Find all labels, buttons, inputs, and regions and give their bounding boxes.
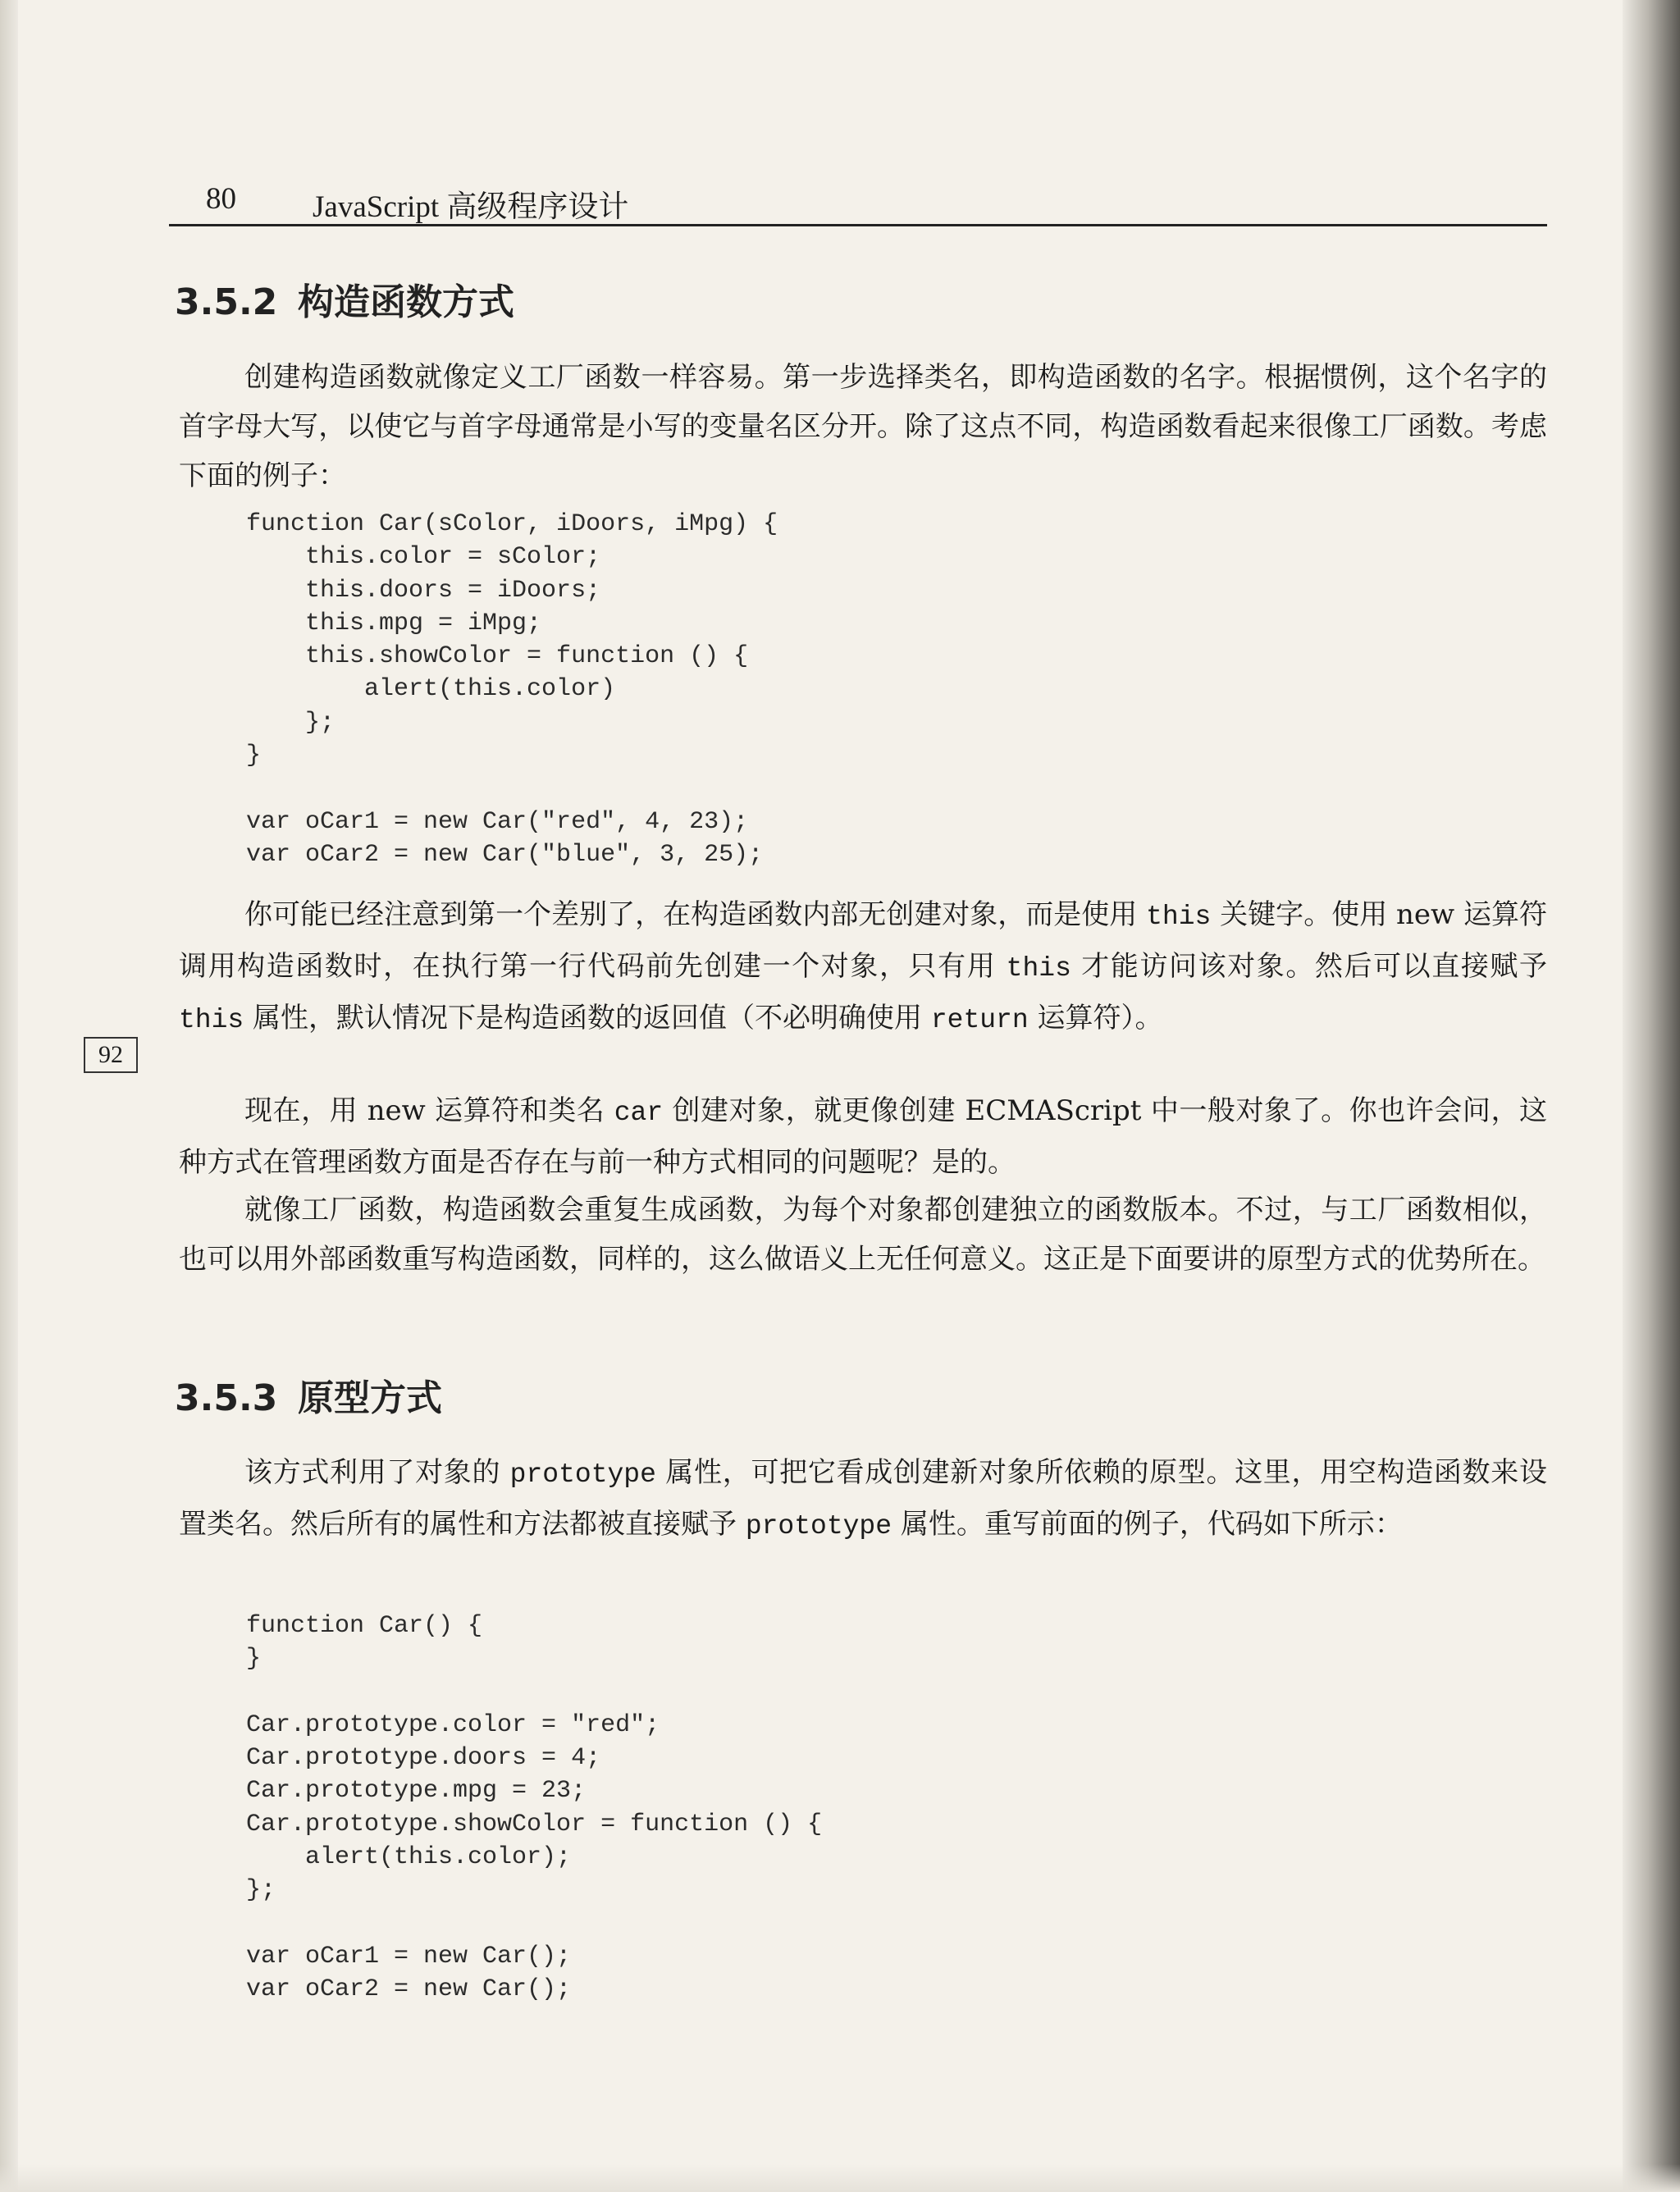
inline-code: return (930, 1005, 1029, 1035)
paragraph-text: 该方式利用了对象的 prototype 属性，可把它看成创建新对象所依赖的原型。这里，用空构造函数来设置类名。然后所有的属性和方法都被直接赋予 prototype 属性。重写前面的例子，代码如下所示： (179, 1456, 1547, 1541)
page-number: 80 (206, 182, 236, 216)
page-edge-left (0, 0, 18, 2192)
margin-page-reference: 92 (84, 1037, 138, 1073)
code-block-constructor: function Car(sColor, iDoors, iMpg) { this.color = sColor; this.doors = iDoors; this.mpg = iMpg; this.showColor = function () { alert(this.color) }; } var oCar1 = new Car("red", 4, 23); var oCar2 = new Car("blue", 3, 25); (246, 510, 778, 869)
code-block-prototype: function Car() { } Car.prototype.color = "red"; Car.prototype.doors = 4; Car.prototype.mpg = 23; Car.prototype.showColor = function () { alert(this.color); }; var oCar1 = new Car(); var oCar2 = new Car(); (246, 1612, 823, 2004)
paragraph-new-operator (179, 1086, 1547, 1187)
section-title: 原型方式 (298, 1377, 442, 1419)
paragraph-text: 你可能已经注意到第一个差别了，在构造函数内部无创建对象，而是使用 this 关键字。使用 new 运算符调用构造函数时，在执行第一行代码前先创建一个对象，只有用 this 才能访问该对象。然后可以直接赋予 this 属性，默认情况下是构造函数的返回值（不必明确使用 return 运算符）。 (179, 898, 1547, 1035)
inline-code: this (179, 1005, 244, 1035)
book-title: JavaScript 高级程序设计 (313, 190, 629, 224)
page-edge-right (1623, 0, 1680, 2192)
section-heading-3-5-2 (175, 272, 514, 325)
inline-code: prototype (745, 1511, 892, 1541)
paragraph-this-keyword (179, 890, 1547, 1045)
paragraph-text: 创建构造函数就像定义工厂函数一样容易。第一步选择类名，即构造函数的名字。根据惯例，这个名字的首字母大写，以使它与首字母通常是小写的变量名区分开。除了这点不同，构造函数看起来很像工厂函数。考虑下面的例子： (179, 361, 1547, 492)
paragraph-duplicate-functions (179, 1185, 1547, 1284)
inline-code: this (1006, 953, 1071, 984)
inline-code: car (614, 1098, 664, 1128)
running-header (169, 175, 1547, 226)
paragraph-text: 就像工厂函数，构造函数会重复生成函数，为每个对象都创建独立的函数版本。不过，与工厂函数相似，也可以用外部函数重写构造函数，同样的，这么做语义上无任何意义。这正是下面要讲的原型方式的优势所在。 (179, 1194, 1547, 1276)
section-heading-3-5-3 (175, 1368, 442, 1421)
section-number: 3.5.3 (175, 1377, 278, 1419)
inline-code: prototype (509, 1459, 656, 1490)
paragraph-intro-constructor (179, 353, 1547, 500)
page-edge-bottom (0, 2164, 1680, 2192)
inline-code: this (1146, 902, 1212, 932)
section-number: 3.5.2 (175, 281, 278, 323)
paragraph-text: 现在，用 new 运算符和类名 car 创建对象，就更像创建 ECMAScript 中一般对象了。你也许会问，这种方式在管理函数方面是否存在与前一种方式相同的问题呢？是的。 (179, 1094, 1547, 1179)
paragraph-prototype-intro (179, 1448, 1547, 1551)
section-title: 构造函数方式 (298, 281, 514, 323)
